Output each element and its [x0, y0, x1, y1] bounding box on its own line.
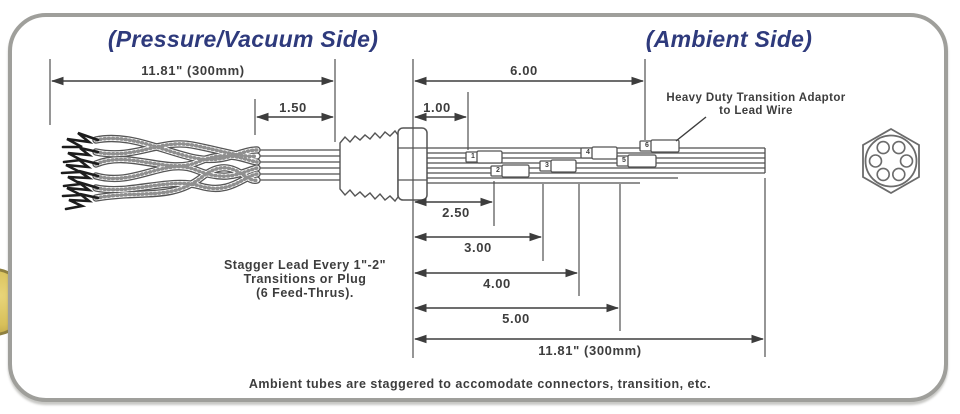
dimension-lines: [52, 81, 763, 339]
footer-note: Ambient tubes are staggered to accomodate connectors, transition, etc.: [248, 377, 712, 391]
tag-1-number: 1: [471, 153, 475, 160]
dim-amb-300: 3.00: [464, 240, 492, 255]
stagger-note-line1: Stagger Lead Every 1"-2": [223, 258, 387, 272]
tag-3-number: 3: [545, 162, 549, 169]
frayed-wire-tips: [62, 133, 98, 209]
stagger-note: [224, 258, 386, 300]
tag-4-number: 4: [586, 149, 590, 156]
lead-wires: [256, 150, 342, 180]
adaptor-callout-line2: to Lead Wire: [719, 105, 793, 117]
dim-vac-150: 1.50: [279, 100, 307, 115]
extension-lines: [50, 59, 765, 358]
dim-amb-overall: 11.81" (300mm): [538, 343, 642, 358]
pressure-vacuum-side-heading: (Pressure/Vacuum Side): [107, 26, 379, 52]
connector-pins: [870, 142, 913, 181]
tag-5-number: 5: [622, 157, 626, 164]
dim-vac-overall: 11.81" (300mm): [141, 63, 245, 78]
dim-amb-250: 2.50: [442, 205, 470, 220]
dim-amb-600: 6.00: [510, 63, 538, 78]
stagger-note-line3: (6 Feed-Thrus).: [256, 286, 354, 300]
tag-2-number: 2: [496, 167, 500, 174]
tag-6-number: 6: [645, 142, 649, 149]
stagger-note-line2: Transitions or Plug: [243, 272, 367, 286]
ambient-side-heading: (Ambient Side): [645, 26, 813, 52]
adaptor-callout: [666, 92, 845, 118]
braided-cable: [62, 133, 257, 209]
dim-amb-400: 4.00: [483, 276, 511, 291]
dim-amb-100: 1.00: [423, 100, 451, 115]
threaded-bushing: [340, 131, 398, 201]
dim-amb-500: 5.00: [502, 311, 530, 326]
connector-end-view: [863, 129, 919, 193]
adaptor-leader-line: [676, 117, 706, 141]
adaptor-callout-line1: Heavy Duty Transition Adaptor: [666, 92, 846, 104]
